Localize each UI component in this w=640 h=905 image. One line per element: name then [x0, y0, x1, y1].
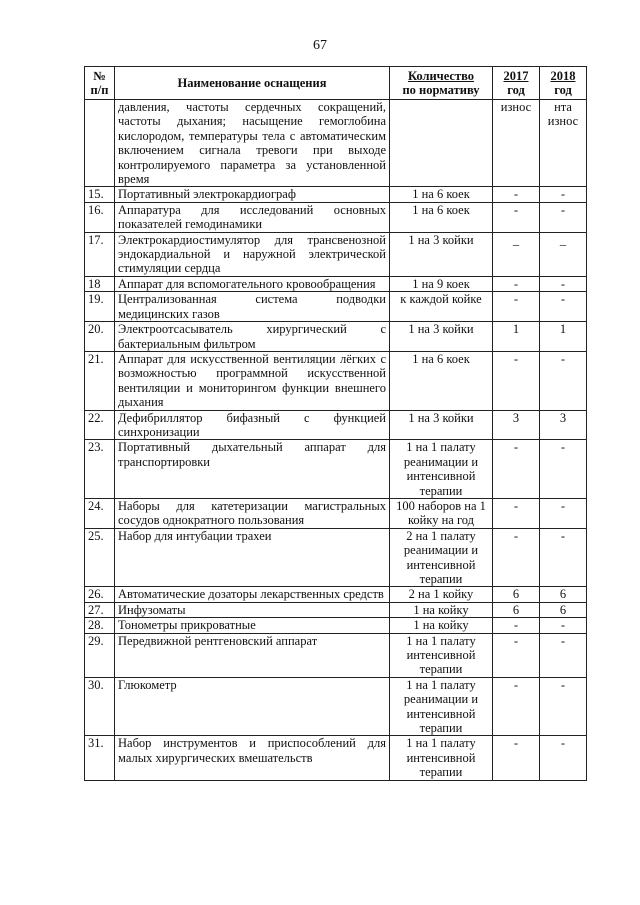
row-2017: _	[493, 232, 540, 276]
row-2017: 6	[493, 587, 540, 602]
row-number: 25.	[85, 528, 115, 587]
table-row	[85, 528, 587, 587]
header-year-2018-line1: 2018	[550, 69, 576, 83]
row-number: 17.	[85, 232, 115, 276]
row-quantity: 1 на 6 коек	[390, 187, 493, 202]
row-name: Портативный электрокардиограф	[115, 187, 390, 202]
row-quantity: 1 на койку	[390, 602, 493, 617]
row-2017: -	[493, 351, 540, 410]
row-2018: -	[540, 528, 587, 587]
row-2018: 6	[540, 602, 587, 617]
row-2017: -	[493, 618, 540, 633]
row-2018: 3	[540, 410, 587, 440]
row-number: 30.	[85, 677, 115, 736]
header-number	[85, 67, 115, 100]
header-name-text: Наименование оснащения	[177, 76, 327, 90]
row-2017: 1	[493, 322, 540, 352]
row-2018: -	[540, 292, 587, 322]
row-number: 20.	[85, 322, 115, 352]
header-name	[115, 67, 390, 100]
table-row	[85, 351, 587, 410]
row-number: 21.	[85, 351, 115, 410]
table-row	[85, 322, 587, 352]
row-2017: 3	[493, 410, 540, 440]
row-2017: -	[493, 736, 540, 780]
row-2017: -	[493, 633, 540, 677]
header-quantity	[390, 67, 493, 100]
row-2017: -	[493, 440, 540, 499]
row-quantity: 1 на 3 койки	[390, 232, 493, 276]
row-quantity: 1 на 3 койки	[390, 322, 493, 352]
row-quantity: 100 наборов на 1 койку на год	[390, 498, 493, 528]
header-quantity-line1: Количество	[407, 69, 475, 83]
row-quantity: 2 на 1 койку	[390, 587, 493, 602]
table-header-row	[85, 67, 587, 100]
row-2017: -	[493, 677, 540, 736]
table-row	[85, 618, 587, 633]
row-2017: 6	[493, 602, 540, 617]
table-row	[85, 736, 587, 780]
row-number: 27.	[85, 602, 115, 617]
row-2017: -	[493, 292, 540, 322]
row-2018: -	[540, 202, 587, 232]
row-2018: _	[540, 232, 587, 276]
table-row	[85, 100, 587, 187]
row-quantity: к каждой койке	[390, 292, 493, 322]
row-number	[85, 100, 115, 187]
row-2018: -	[540, 633, 587, 677]
row-number: 18	[85, 276, 115, 291]
table-row	[85, 232, 587, 276]
row-number: 29.	[85, 633, 115, 677]
table-row	[85, 633, 587, 677]
row-number: 28.	[85, 618, 115, 633]
row-quantity: 1 на 1 палату реанимации и интенсивной терапии	[390, 440, 493, 499]
row-2018: -	[540, 187, 587, 202]
row-name: Инфузоматы	[115, 602, 390, 617]
header-number-line1: №	[93, 69, 106, 83]
table-row	[85, 498, 587, 528]
row-name: давления, частоты сердечных сокращений, частоты дыхания; насыщение гемоглобина кислородом, температуры тела с автоматическим включением сигнала тревоги при выходе контролируемого параметра за установленной время	[115, 100, 390, 187]
row-name: Электроотсасыватель хирургический с бактериальным фильтром	[115, 322, 390, 352]
table-row	[85, 202, 587, 232]
header-number-line2: п/п	[90, 83, 109, 97]
row-name: Портативный дыхательный аппарат для транспортировки	[115, 440, 390, 499]
row-quantity: 1 на 1 палату интенсивной терапии	[390, 736, 493, 780]
row-2017: -	[493, 202, 540, 232]
row-name: Глюкометр	[115, 677, 390, 736]
page-number: 67	[313, 38, 327, 53]
row-2018: -	[540, 618, 587, 633]
table-row	[85, 587, 587, 602]
row-2017: -	[493, 498, 540, 528]
row-name: Тонометры прикроватные	[115, 618, 390, 633]
row-quantity: 1 на 3 койки	[390, 410, 493, 440]
row-2018: -	[540, 440, 587, 499]
row-quantity: 1 на 1 палату реанимации и интенсивной терапии	[390, 677, 493, 736]
row-2018: 6	[540, 587, 587, 602]
row-number: 15.	[85, 187, 115, 202]
row-name: Электрокардиостимулятор для трансвенозной эндокардиальной и наружной электрической стимуляции сердца	[115, 232, 390, 276]
row-number: 31.	[85, 736, 115, 780]
table-row	[85, 677, 587, 736]
row-2018: нта износ	[540, 100, 587, 187]
table-row	[85, 187, 587, 202]
row-quantity	[390, 100, 493, 187]
row-number: 23.	[85, 440, 115, 499]
table-row	[85, 276, 587, 291]
row-quantity: 1 на койку	[390, 618, 493, 633]
table-row	[85, 292, 587, 322]
row-number: 19.	[85, 292, 115, 322]
row-number: 24.	[85, 498, 115, 528]
row-name: Автоматические дозаторы лекарственных средств	[115, 587, 390, 602]
header-year-2018-line2: год	[554, 83, 572, 97]
header-year-2017	[493, 67, 540, 100]
row-number: 16.	[85, 202, 115, 232]
row-2018: 1	[540, 322, 587, 352]
row-quantity: 1 на 6 коек	[390, 202, 493, 232]
row-name: Наборы для катетеризации магистральных сосудов однократного пользования	[115, 498, 390, 528]
row-2017: -	[493, 528, 540, 587]
row-2018: -	[540, 276, 587, 291]
row-name: Централизованная система подводки медицинских газов	[115, 292, 390, 322]
header-year-2018	[540, 67, 587, 100]
row-name: Аппаратура для исследований основных показателей гемодинамики	[115, 202, 390, 232]
header-year-2017-line1: 2017	[503, 69, 529, 83]
row-quantity: 1 на 6 коек	[390, 351, 493, 410]
header-quantity-line2: по нормативу	[402, 83, 480, 97]
row-name: Набор инструментов и приспособлений для малых хирургических вмешательств	[115, 736, 390, 780]
row-2018: -	[540, 736, 587, 780]
row-2018: -	[540, 498, 587, 528]
header-year-2017-line2: год	[507, 83, 525, 97]
row-name: Набор для интубации трахеи	[115, 528, 390, 587]
row-number: 22.	[85, 410, 115, 440]
row-name: Аппарат для вспомогательного кровообращения	[115, 276, 390, 291]
row-2018: -	[540, 677, 587, 736]
row-2017: -	[493, 187, 540, 202]
row-2018: -	[540, 351, 587, 410]
equipment-table	[84, 66, 587, 781]
row-quantity: 2 на 1 палату реанимации и интенсивной терапии	[390, 528, 493, 587]
row-number: 26.	[85, 587, 115, 602]
row-2017: -	[493, 276, 540, 291]
row-name: Аппарат для искусственной вентиляции лёгких с возможностью программной искусственной вентиляции и мониторингом функции внешнего дыхания	[115, 351, 390, 410]
row-quantity: 1 на 9 коек	[390, 276, 493, 291]
table-row	[85, 410, 587, 440]
row-2017: износ	[493, 100, 540, 187]
row-quantity: 1 на 1 палату интенсивной терапии	[390, 633, 493, 677]
row-name: Дефибриллятор бифазный с функцией синхронизации	[115, 410, 390, 440]
table-row	[85, 602, 587, 617]
row-name: Передвижной рентгеновский аппарат	[115, 633, 390, 677]
table-row	[85, 440, 587, 499]
